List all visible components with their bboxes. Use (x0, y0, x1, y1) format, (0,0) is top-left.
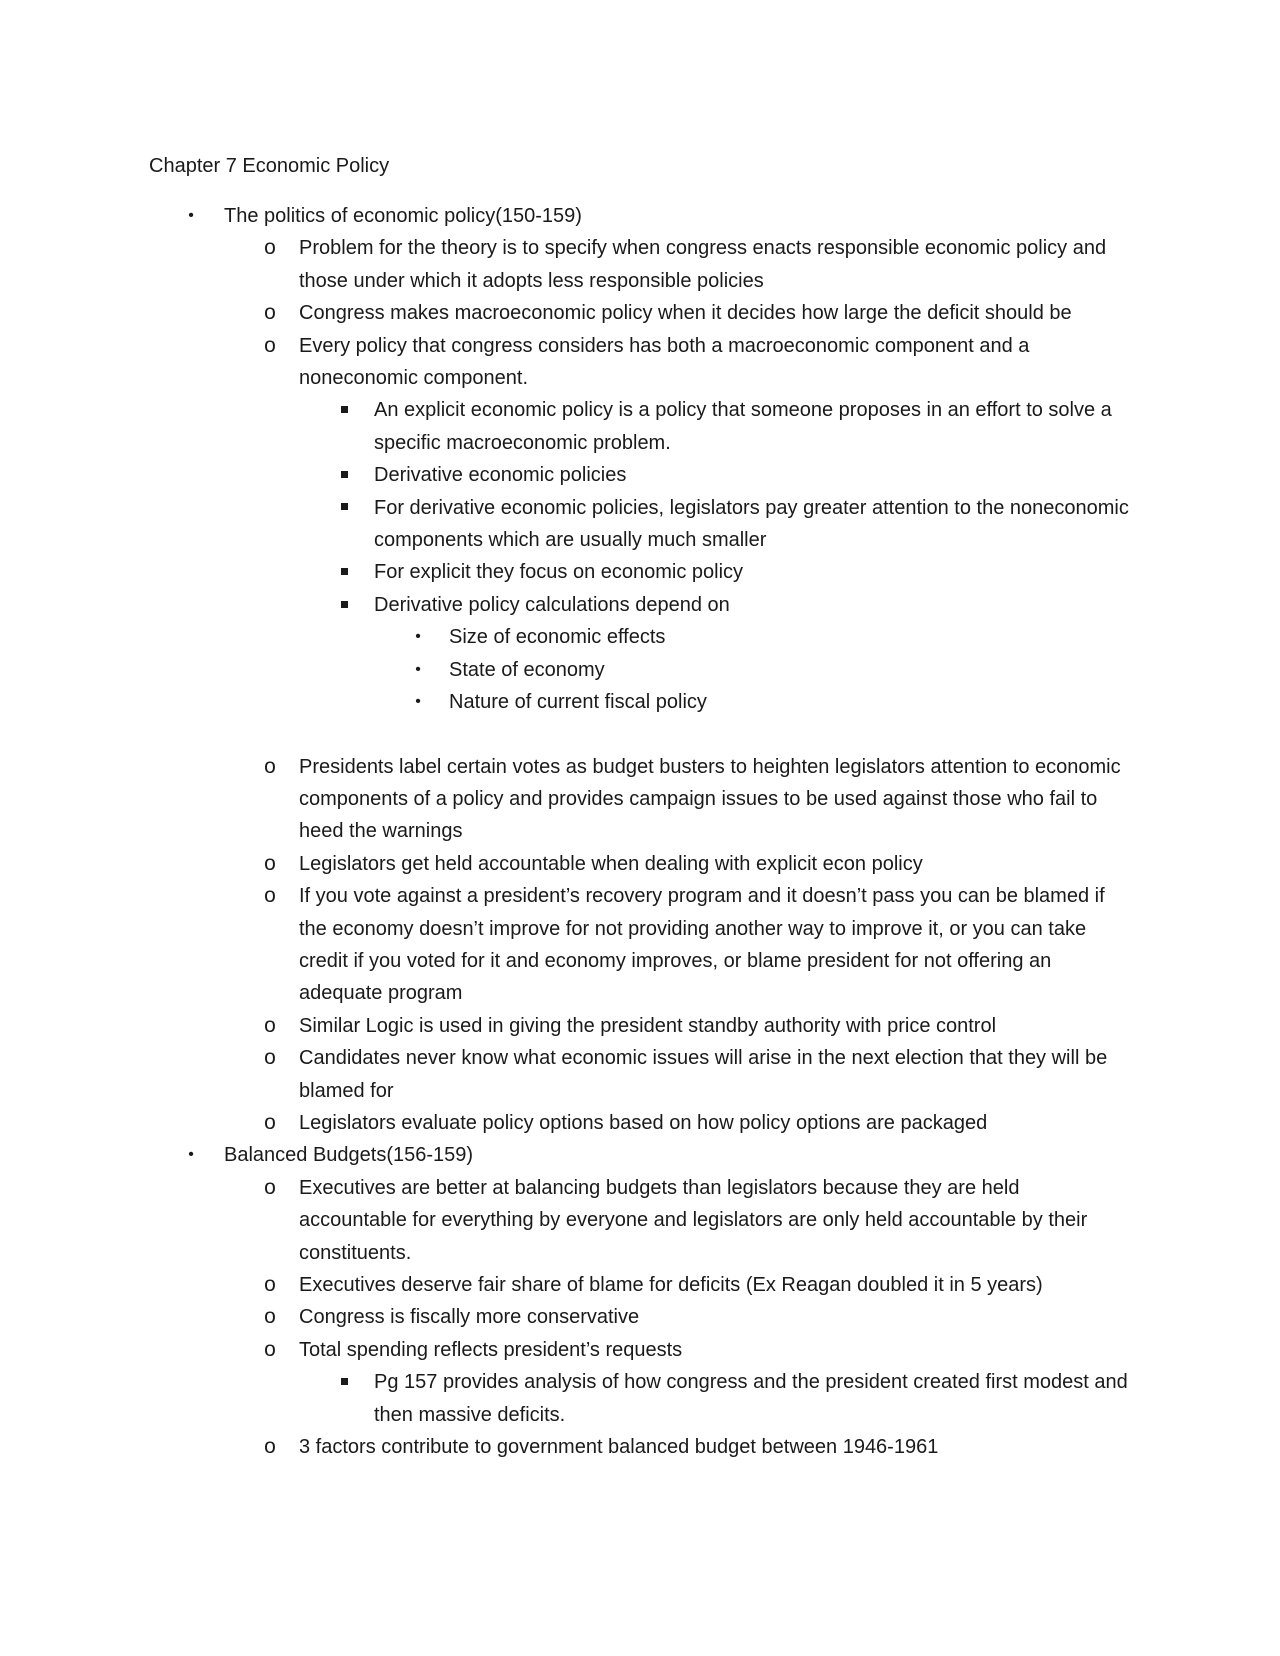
bullet-circle-icon: o (264, 1435, 276, 1459)
bullet-circle-icon: o (264, 1337, 276, 1361)
bullet-circle-icon: o (264, 1273, 276, 1296)
list-item-text: Congress makes macroeconomic policy when it decides how large the deficit should be (299, 302, 1072, 325)
list-item-level-3 (0, 459, 1129, 491)
bullet-disc-icon: • (188, 1146, 194, 1164)
list-item-level-2 (0, 1010, 1129, 1042)
list-item-text: Legislators get held accountable when dealing with explicit econ policy (299, 852, 923, 875)
bullet-square-icon (334, 459, 354, 491)
bullet-circle-icon: o (264, 1046, 276, 1070)
list-item-text: For derivative economic policies, legislators pay greater attention to the noneconomic components which are usually much smaller (374, 496, 1129, 552)
bullet-circle-icon: o (264, 1305, 276, 1329)
bullet-disc-icon: • (188, 207, 194, 224)
list-item-text: Nature of current fiscal policy (449, 691, 707, 714)
list-item-level-3 (0, 1366, 1129, 1431)
list-item-level-2 (0, 1301, 1129, 1333)
bullet-circle-icon: o (264, 301, 276, 325)
list-item-text: Every policy that congress considers has both a macroeconomic component and a noneconomic component. (299, 334, 1030, 390)
bullet-disc-icon: • (415, 693, 421, 711)
list-item-level-2 (0, 1334, 1129, 1366)
list-item-level-2 (0, 1269, 1129, 1301)
bullet-square-icon (334, 492, 354, 524)
bullet-square-icon (334, 1366, 354, 1398)
page-title: Chapter 7 Economic Policy (149, 155, 390, 177)
list-item-level-2 (0, 1172, 1129, 1269)
bullet-circle-icon: o (264, 333, 276, 357)
list-item-level-1 (0, 1139, 1124, 1171)
list-item-level-2 (0, 751, 1129, 848)
list-item-text: Presidents label certain votes as budget busters to heighten legislators attention to economic components of a policy and provides campaign issues to be used against those who fail to heed the warnings (299, 755, 1121, 843)
bullet-square-icon (334, 556, 354, 588)
bullet-circle-icon: o (264, 851, 276, 875)
list-item-text: Congress is fiscally more conservative (299, 1306, 640, 1329)
list-item-text: Size of economic effects (449, 626, 666, 649)
list-item-text: For explicit they focus on economic policy (374, 561, 744, 584)
bullet-disc-icon: • (415, 660, 421, 678)
bullet-circle-icon: o (264, 754, 276, 778)
list-item-level-3 (0, 394, 1129, 459)
list-item-text: State of economy (449, 658, 605, 681)
bullet-circle-icon: o (264, 236, 276, 260)
list-item-text: An explicit economic policy is a policy that someone proposes in an effort to solve a specific macroeconomic problem. (374, 399, 1112, 454)
list-item-text: Derivative policy calculations depend on (374, 593, 730, 616)
list-item-level-2 (0, 1431, 1129, 1463)
list-item-text: Similar Logic is used in giving the president standby authority with price control (299, 1014, 997, 1037)
list-item-level-4 (0, 621, 1129, 653)
list-item-text: Pg 157 provides analysis of how congress and the president created first modest and then massive deficits. (374, 1371, 1128, 1426)
bullet-circle-icon: o (264, 1013, 276, 1037)
list-item-level-2 (0, 1107, 1129, 1139)
bullet-circle-icon: o (264, 1110, 276, 1134)
list-item-level-3 (0, 556, 1129, 588)
list-item-level-4 (0, 686, 1129, 718)
list-item-level-3 (0, 589, 1129, 621)
list-item-text: Balanced Budgets(156-159) (224, 1144, 474, 1167)
list-item-level-2 (0, 848, 1129, 880)
list-item-text: Total spending reflects president’s requests (299, 1338, 683, 1361)
list-item-text: Derivative economic policies (374, 464, 627, 487)
list-item-text: Legislators evaluate policy options based on how policy options are packaged (299, 1111, 988, 1134)
bullet-disc-icon: • (415, 628, 421, 646)
list-item-text: If you vote against a president’s recovery program and it doesn’t pass you can be blamed if the economy doesn’t improve for not providing another way to improve it, or you can take credit if you voted for it and economy improves, or blame president for not offering an adequate program (299, 885, 1105, 1005)
bullet-square-icon (334, 589, 354, 621)
list-item-text: Candidates never know what economic issues will arise in the next election that they will be blamed for (299, 1047, 1108, 1102)
list-item-level-2 (0, 1042, 1129, 1107)
list-item-text: Executives deserve fair share of blame for deficits (Ex Reagan doubled it in 5 years) (299, 1274, 1043, 1296)
bullet-circle-icon: o (264, 1175, 276, 1199)
list-item-text: The politics of economic policy(150-159) (224, 205, 582, 227)
list-item-text: Problem for the theory is to specify when congress enacts responsible economic policy and those under which it adopts less responsible policies (299, 237, 1107, 292)
bullet-circle-icon: o (264, 884, 276, 908)
list-item-level-3 (0, 492, 1129, 557)
list-item-level-2 (0, 232, 1129, 297)
bullet-square-icon (334, 394, 354, 426)
list-item-text: Executives are better at balancing budgets than legislators because they are held accountable for everything by everyone and legislators are only held accountable by their constituents. (299, 1176, 1088, 1264)
list-item-text: 3 factors contribute to government balanced budget between 1946-1961 (299, 1436, 939, 1459)
list-item-level-2 (0, 297, 1129, 329)
blank-line (0, 719, 1280, 751)
outline-list (0, 200, 1280, 1463)
list-item-level-4 (0, 654, 1129, 686)
list-item-level-2 (0, 880, 1129, 1010)
list-item-level-2 (0, 330, 1129, 395)
list-item-level-1 (0, 200, 1124, 232)
